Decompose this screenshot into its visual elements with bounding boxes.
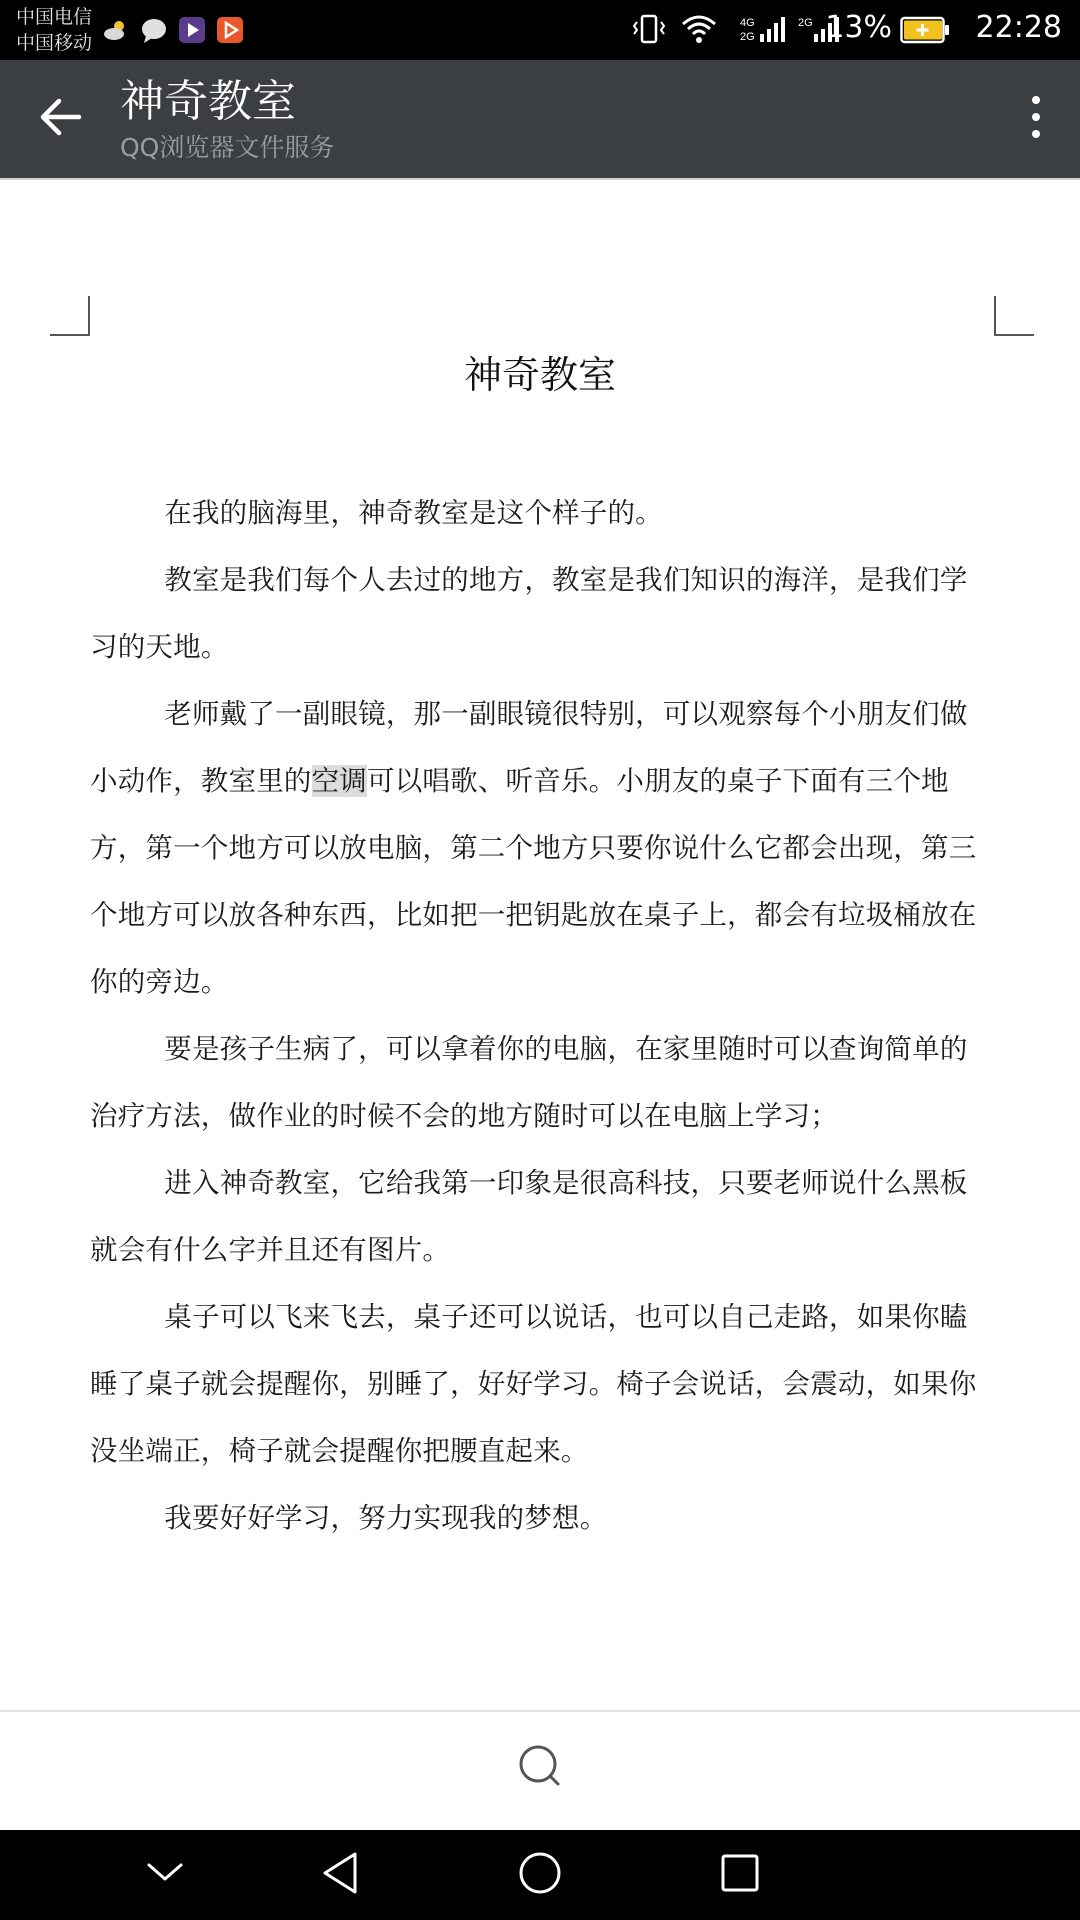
svg-text:4G: 4G bbox=[740, 17, 755, 29]
paragraph: 教室是我们每个人去过的地方，教室是我们知识的海洋，是我们学习的天地。 bbox=[90, 564, 968, 663]
chevron-down-icon bbox=[145, 1861, 185, 1889]
paragraph: 进入神奇教室，它给我第一印象是很高科技，只要老师说什么黑板就会有什么字并且还有图片。 bbox=[90, 1167, 968, 1266]
recents-square-icon bbox=[719, 1852, 761, 1898]
paragraph: 在我的脑海里，神奇教室是这个样子的。 bbox=[164, 497, 663, 529]
svg-text:2G: 2G bbox=[740, 31, 755, 43]
signal-4g-icon bbox=[740, 14, 790, 48]
battery-charging-icon bbox=[900, 16, 950, 48]
hide-nav-button[interactable] bbox=[135, 1845, 195, 1905]
paragraph-text: 老师戴了一副眼镜，那一副眼镜很特别，可以观察每个小朋友们做小动作，教室里的 bbox=[90, 698, 968, 797]
wifi-icon bbox=[680, 14, 718, 48]
bottom-toolbar bbox=[0, 1712, 1080, 1830]
carrier-2: 中国移动 bbox=[16, 32, 93, 54]
weather-icon bbox=[102, 16, 130, 44]
crop-mark-left bbox=[50, 296, 90, 336]
document-title: 神奇教室 bbox=[463, 353, 616, 397]
carrier-1: 中国电信 bbox=[16, 6, 93, 28]
crop-mark-right bbox=[994, 296, 1034, 336]
document-body bbox=[90, 480, 994, 1552]
play-app-icon bbox=[216, 16, 244, 44]
document-viewer[interactable] bbox=[0, 180, 1080, 1710]
back-triangle-icon bbox=[319, 1850, 361, 1900]
status-bar bbox=[0, 0, 1080, 60]
chat-icon bbox=[140, 16, 168, 44]
video-app-icon bbox=[178, 16, 206, 44]
arrow-left-icon bbox=[37, 97, 83, 141]
battery-percent: 13% bbox=[825, 10, 892, 45]
app-bar bbox=[0, 60, 1080, 178]
nav-recents-button[interactable] bbox=[710, 1845, 770, 1905]
paragraph: 桌子可以飞来飞去，桌子还可以说话，也可以自己走路，如果你瞌睡了桌子就会提醒你，别睡了，好好学习。椅子会说话，会震动，如果你没坐端正，椅子就会提醒你把腰直起来。 bbox=[90, 1301, 977, 1467]
search-button[interactable] bbox=[510, 1738, 570, 1798]
paragraph-text: 可以唱歌、听音乐。小朋友的桌子下面有三个地方，第一个地方可以放电脑，第二个地方只要你说什么它都会出现，第三个地方可以放各种东西，比如把一把钥匙放在桌子上，都会有垃圾桶放在你的旁边。 bbox=[90, 765, 977, 998]
home-circle-icon bbox=[517, 1850, 563, 1900]
carrier-names bbox=[16, 4, 92, 56]
paragraph: 我要好好学习，努力实现我的梦想。 bbox=[164, 1502, 608, 1534]
nav-home-button[interactable] bbox=[510, 1845, 570, 1905]
page-subtitle: QQ浏览器文件服务 bbox=[120, 133, 335, 162]
clock: 22:28 bbox=[975, 10, 1062, 45]
back-button[interactable] bbox=[20, 86, 100, 152]
paragraph: 要是孩子生病了，可以拿着你的电脑，在家里随时可以查询简单的治疗方法，做作业的时候不会的地方随时可以在电脑上学习； bbox=[90, 1033, 968, 1132]
page-title: 神奇教室 bbox=[120, 76, 296, 127]
vibrate-icon bbox=[632, 14, 666, 48]
system-nav-bar bbox=[0, 1830, 1080, 1920]
more-vert-icon bbox=[1030, 94, 1042, 144]
nav-back-button[interactable] bbox=[310, 1845, 370, 1905]
selected-text-highlight[interactable]: 空调 bbox=[311, 765, 368, 797]
svg-text:2G: 2G bbox=[798, 17, 813, 29]
paragraph bbox=[90, 681, 994, 1016]
search-icon bbox=[517, 1743, 563, 1793]
more-options-button[interactable] bbox=[1006, 86, 1066, 152]
